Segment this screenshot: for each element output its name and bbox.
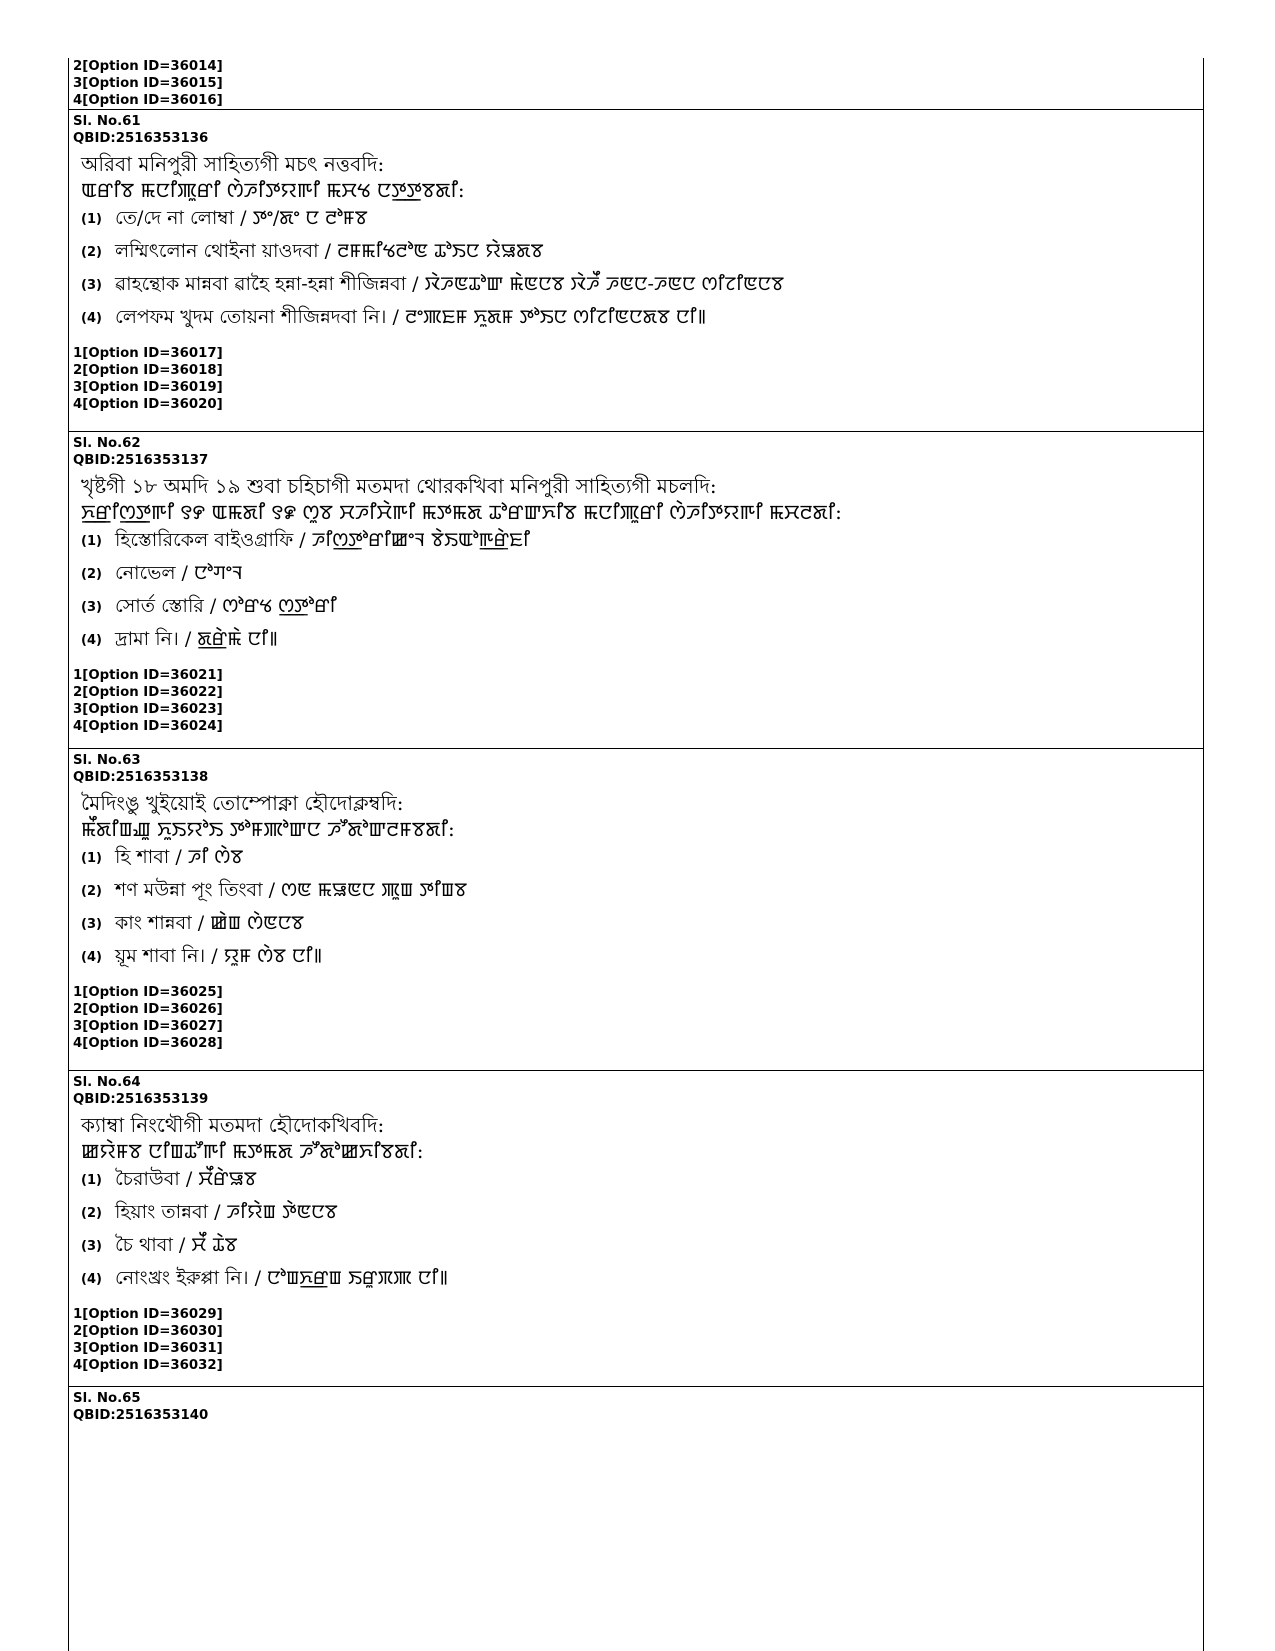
option-id-line: 3[Option ID=36023] [73, 702, 223, 717]
option-number: (3) [81, 278, 102, 293]
option-text: সোর্ত স্তোরি / ꯁꯣꯔꯠ ꯁ꯭ꯇꯣꯔꯤ [115, 594, 337, 617]
option-id-line: 4[Option ID=36020] [73, 397, 223, 412]
option-text: চৈ থাবা / ꯆꯩ ꯊꯥꯕ [115, 1233, 238, 1256]
option-3 [81, 908, 1203, 941]
option-text: নোভেল / ꯅꯣꯚꯦꯜ [115, 561, 243, 584]
option-text: তে/দে না লোম্বা / ꯇꯦ/ꯗꯦ ꯅ ꯂꯣꯝꯕ [115, 206, 368, 229]
option-2 [81, 236, 1203, 269]
option-id-line: 4[Option ID=36032] [73, 1358, 223, 1373]
option-number: (3) [81, 1239, 102, 1254]
option-number: (2) [81, 884, 102, 899]
option-number: (4) [81, 311, 102, 326]
option-number: (3) [81, 600, 102, 615]
option-1 [81, 525, 1203, 558]
question-block-65 [69, 1387, 1203, 1651]
option-number: (2) [81, 245, 102, 260]
option-text: কাং শান্নবা / ꯀꯥꯡ ꯁꯥꯟꯅꯕ [115, 911, 305, 934]
serial-number: Sl. No.63 [73, 753, 141, 768]
option-id-line: 1[Option ID=36017] [73, 346, 223, 361]
option-text: হি শাবা / ꯍꯤ ꯁꯥꯕ [115, 845, 244, 868]
question-block-62 [69, 432, 1203, 749]
option-id-line: 3[Option ID=36019] [73, 380, 223, 395]
option-id-line: 2[Option ID=36014] [73, 59, 223, 74]
question-text-meitei: ꯈ꯭ꯔꯤꯁ꯭ꯇꯒꯤ ꯱꯸ ꯑꯃꯗꯤ ꯱꯹ ꯁꯨꯕ ꯆꯍꯤꯆꯥꯒꯤ ꯃꯇꯃꯗ ꯊꯣꯔꯛꯈꯤꯕ ꯃꯅꯤꯄꯨꯔꯤ ꯁꯥꯍꯤꯇꯌꯒꯤ ꯃꯆꯂꯗꯤ: [81, 500, 842, 524]
option-number: (4) [81, 1272, 102, 1287]
option-text: ৱাহন্থোক মান্নবা ৱাহৈ হন্না-হন্না শীজিন্নবা / ꯋꯥꯍꯟꯊꯣꯛ ꯃꯥꯟꯅꯕ ꯋꯥꯍꯩ ꯍꯟꯅ-ꯍꯟꯅ ꯁꯤꯖꯤꯟꯅꯕ [115, 272, 784, 295]
option-number: (3) [81, 917, 102, 932]
question-text-bengali: মৈদিংঙু খুইয়োই তোম্পোক্না হৌদোক্লম্বদি: [81, 791, 404, 815]
option-number: (2) [81, 1206, 102, 1221]
option-id-line: 1[Option ID=36025] [73, 985, 223, 1000]
option-number: (2) [81, 567, 102, 582]
option-number: (1) [81, 534, 102, 549]
question-block-63 [69, 749, 1203, 1071]
option-id-line: 1[Option ID=36021] [73, 668, 223, 683]
qbid: QBID:2516353139 [73, 1092, 209, 1107]
option-text: য়ূম শাবা নি। / ꯌꯨꯝ ꯁꯥꯕ ꯅꯤ꯫ [115, 944, 323, 967]
option-id-line: 1[Option ID=36029] [73, 1307, 223, 1322]
option-id-line: 4[Option ID=36016] [73, 93, 223, 108]
option-number: (4) [81, 950, 102, 965]
option-3 [81, 269, 1203, 302]
option-2 [81, 875, 1203, 908]
qbid: QBID:2516353136 [73, 131, 209, 146]
option-text: লেপফম খুদম তোয়না শীজিন্নদবা নি। / ꯂꯦꯄꯐꯝ ꯈꯨꯗꯝ ꯇꯣꯏꯅ ꯁꯤꯖꯤꯟꯅꯗꯕ ꯅꯤ꯫ [115, 305, 707, 328]
serial-number: Sl. No.65 [73, 1391, 141, 1406]
option-4 [81, 1263, 1203, 1296]
option-text: দ্রামা নি। / ꯗ꯭ꯔꯥꯃꯥ ꯅꯤ꯫ [115, 627, 278, 650]
option-2 [81, 558, 1203, 591]
serial-number: Sl. No.64 [73, 1075, 141, 1090]
option-1 [81, 842, 1203, 875]
question-text-meitei: ꯀꯌꯥꯝꯕ ꯅꯤꯡꯊꯧꯒꯤ ꯃꯇꯃꯗ ꯍꯧꯗꯣꯀꯈꯤꯕꯗꯤ: [81, 1139, 424, 1163]
option-id-line: 2[Option ID=36030] [73, 1324, 223, 1339]
option-text: লম্মিৎলোন থোইনা য়াওদবা / ꯂꯝꯃꯤꯠꯂꯣꯟ ꯊꯣꯏꯅ ꯌꯥꯎꯗꯕ [115, 239, 544, 262]
option-id-line: 2[Option ID=36022] [73, 685, 223, 700]
previous-question-option-ids [69, 58, 1203, 110]
option-3 [81, 1230, 1203, 1263]
option-id-line: 4[Option ID=36024] [73, 719, 223, 734]
option-1 [81, 1164, 1203, 1197]
serial-number: Sl. No.61 [73, 114, 141, 129]
question-text-bengali: অরিবা মনিপুরী সাহিত্যগী মচৎ নত্তবদি: [81, 152, 385, 176]
option-number: (1) [81, 212, 102, 227]
option-2 [81, 1197, 1203, 1230]
option-text: নোংখ্রং ইরুপ্পা নি। / ꯅꯣꯡꯈ꯭ꯔꯡ ꯏꯔꯨꯞꯄ ꯅꯤ꯫ [115, 1266, 448, 1289]
option-text: হিয়াং তান্নবা / ꯍꯤꯌꯥꯡ ꯇꯥꯟꯅꯕ [115, 1200, 338, 1223]
qbid: QBID:2516353138 [73, 770, 209, 785]
option-id-line: 2[Option ID=36026] [73, 1002, 223, 1017]
option-id-list [73, 1306, 1203, 1374]
option-number: (1) [81, 851, 102, 866]
qbid: QBID:2516353137 [73, 453, 209, 468]
option-id-line: 3[Option ID=36031] [73, 1341, 223, 1356]
option-id-line: 4[Option ID=36028] [73, 1036, 223, 1051]
option-3 [81, 591, 1203, 624]
option-text: হিস্তোরিকেল বাইওগ্রাফি / ꯍꯤꯁ꯭ꯇꯣꯔꯤꯀꯦꯜ ꯕꯥꯏꯑꯣꯒ꯭ꯔꯥꯐꯤ [115, 528, 530, 551]
option-text: চৈরাউবা / ꯆꯩꯔꯥꯎꯕ [115, 1167, 257, 1190]
option-id-line: 3[Option ID=36015] [73, 76, 223, 91]
question-paper-sheet [68, 58, 1204, 1651]
question-text-bengali: ক্যাম্বা নিংথৌগী মতমদা হৌদোকখিবদি: [81, 1113, 385, 1137]
qbid: QBID:2516353140 [73, 1408, 209, 1423]
option-4 [81, 624, 1203, 657]
option-text: শণ মউন্না পূং তিংবা / ꯁꯟ ꯃꯎꯟꯅ ꯄꯨꯡ ꯇꯤꯡꯕ [115, 878, 468, 901]
option-id-line: 2[Option ID=36018] [73, 363, 223, 378]
question-text-bengali: খৃষ্টগী ১৮ অমদি ১৯ শুবা চহিচাগী মতমদা থোরকখিবা মনিপুরী সাহিত্যগী মচলদি: [81, 474, 717, 498]
option-id-list [73, 984, 1203, 1052]
question-block-64 [69, 1071, 1203, 1387]
serial-number: Sl. No.62 [73, 436, 141, 451]
option-number: (1) [81, 1173, 102, 1188]
question-text-meitei: ꯑꯔꯤꯕ ꯃꯅꯤꯄꯨꯔꯤ ꯁꯥꯍꯤꯇꯌꯒꯤ ꯃꯆꯠ ꯅꯇ꯭ꯇꯕꯗꯤ: [81, 178, 465, 202]
option-id-list [73, 667, 1203, 735]
question-text-meitei: ꯃꯩꯗꯤꯡꯉꯨ ꯈꯨꯏꯌꯣꯏ ꯇꯣꯝꯄꯣꯛꯅ ꯍꯧꯗꯣꯛꯂꯝꯕꯗꯤ: [81, 817, 455, 841]
option-4 [81, 302, 1203, 335]
option-1 [81, 203, 1203, 236]
option-number: (4) [81, 633, 102, 648]
option-4 [81, 941, 1203, 974]
option-id-line: 3[Option ID=36027] [73, 1019, 223, 1034]
option-id-list [73, 345, 1203, 413]
question-block-61 [69, 110, 1203, 432]
